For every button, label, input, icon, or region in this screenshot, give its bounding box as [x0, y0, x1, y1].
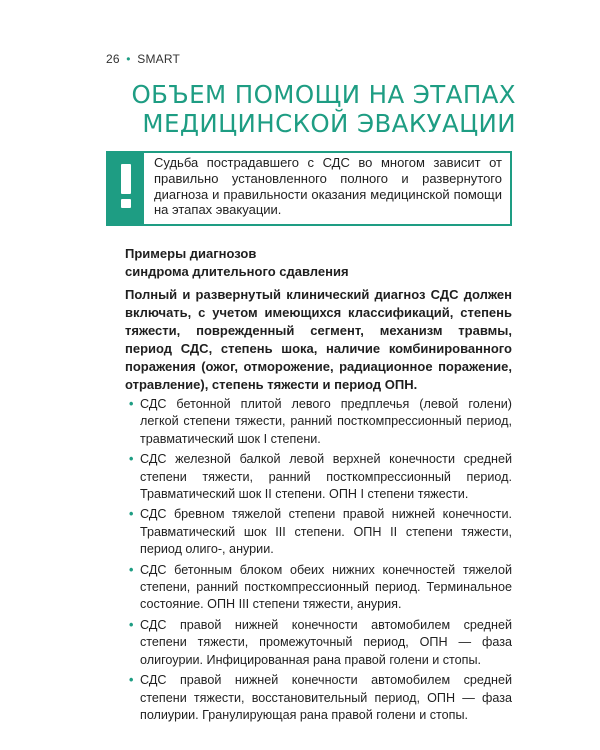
running-header: [106, 52, 180, 66]
header-separator: •: [126, 52, 131, 66]
list-item: [106, 617, 512, 669]
diagnosis-list: [106, 396, 512, 724]
page-number: 26: [106, 52, 120, 66]
bullet-icon: •: [129, 452, 134, 467]
list-item-text: СДС правой нижней конечности автомобилем средней степени тяжести, восстановительный период, ОПН — фаза полиурии. Гранулирующая рана правой голени и стопы.: [140, 673, 512, 722]
notice-bar: [108, 153, 144, 224]
list-item-text: СДС бревном тяжелой степени правой нижней конечности. Травматический шок III степени. ОПН II степени тяжести, период олиго-, анурии.: [140, 507, 512, 557]
list-item-text: СДС железной балкой левой верхней конечности средней степени тяжести, ранний посткомпрессионный период. Травматический шок II степени. ОПН I степени тяжести.: [140, 452, 512, 502]
notice-text: Судьба пострадавшего с СДС во многом зависит от правильно установленного полного и развернутого диагноза и правильности оказания медицинской помощи на этапах эвакуации.: [154, 155, 502, 218]
bullet-icon: •: [129, 673, 134, 688]
exclamation-icon: [121, 164, 131, 208]
page-title-line-2: МЕДИЦИНСКОЙ ЭВАКУАЦИИ: [142, 109, 516, 138]
page-title: [116, 80, 516, 138]
list-item: [106, 672, 512, 724]
section-heading-line-1: Примеры диагнозов: [125, 246, 257, 261]
list-item-text: СДС правой нижней конечности автомобилем средней степени тяжести, промежуточный период, ОПН — фаза олигоурии. Инфицированная рана правой голени и стопы.: [140, 617, 512, 667]
notice-box: [106, 151, 512, 226]
list-item: [106, 562, 512, 614]
bullet-icon: •: [129, 507, 134, 522]
list-item: [106, 451, 512, 503]
page-title-line-1: ОБЪЕМ ПОМОЩИ НА ЭТАПАХ: [131, 80, 516, 109]
series-name: SMART: [137, 52, 181, 66]
list-item: [106, 396, 512, 448]
bullet-icon: •: [129, 617, 134, 632]
section-heading-line-2: синдрома длительного сдавления: [125, 264, 349, 279]
list-item: [106, 506, 512, 558]
bullet-icon: •: [129, 562, 134, 577]
lead-paragraph: Полный и развернутый клинический диагноз СДС должен включать, с учетом имеющихся классификаций, степень тяжести, поврежденный сегмент, механизм травмы, период СДС, степень шока, наличие комбинированного поражения (ожог, отморожение, радиационное поражение, отравление), степень тяжести и период ОПН.: [125, 287, 512, 392]
list-item-text: СДС бетонной плитой левого предплечья (левой голени) легкой степени тяжести, ранний посткомпрессионный период, травматический шок I степени.: [140, 397, 512, 446]
diagnosis-section: [106, 245, 512, 727]
bullet-icon: •: [129, 397, 134, 411]
list-item-text: СДС бетонным блоком обеих нижних конечностей тяжелой степени, ранний посткомпрессионный период. Терминальное состояние. ОПН III степени тяжести, анурия.: [140, 562, 512, 612]
section-heading: [125, 245, 512, 281]
